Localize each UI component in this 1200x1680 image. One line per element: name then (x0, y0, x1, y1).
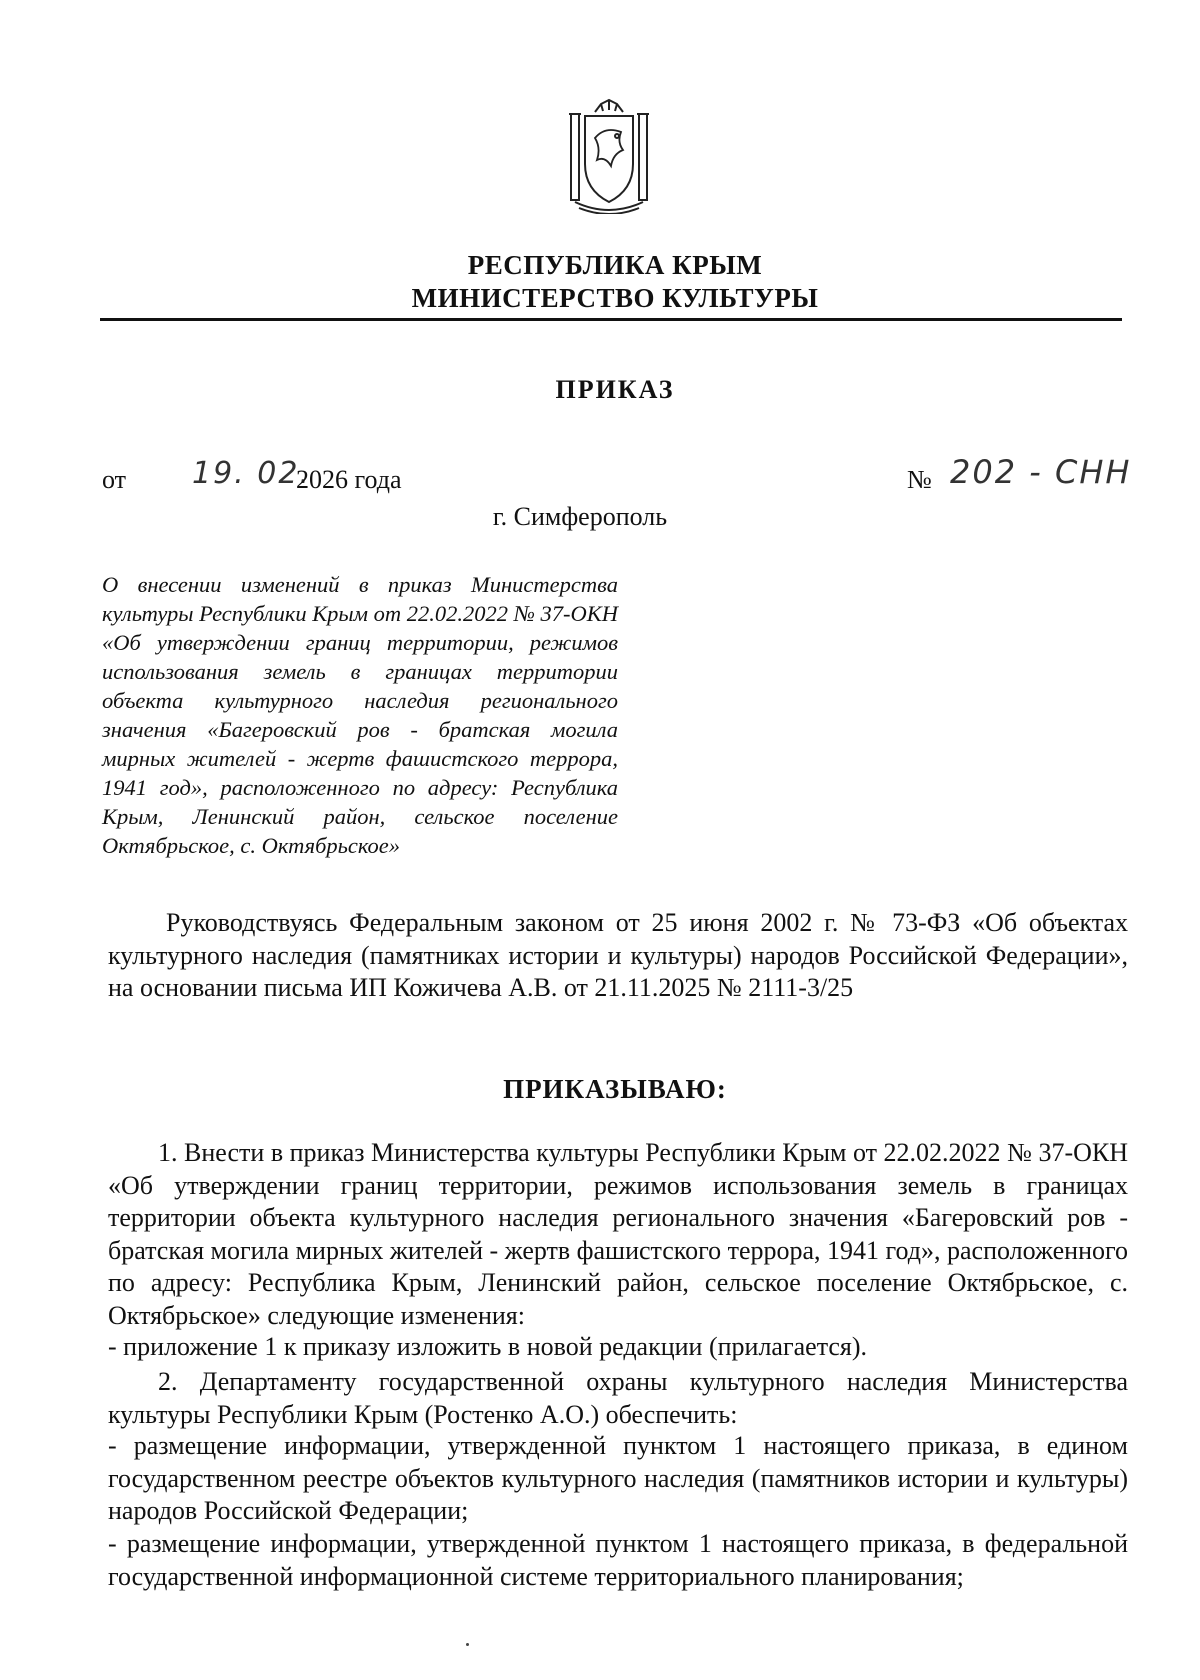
scan-speck (466, 1643, 469, 1646)
order-item-2: 2. Департаменту государственной охраны культурного наследия Министерства культуры Республики Крым (Ростенко А.О.) обеспечить: (108, 1367, 1128, 1429)
ministry-name: МИНИСТЕРСТВО КУЛЬТУРЫ (411, 283, 819, 313)
city: г. Симферополь (492, 502, 668, 531)
date-year: 2026 года (296, 465, 402, 494)
document-title: ПРИКАЗ (555, 375, 675, 404)
header-divider (100, 318, 1122, 321)
number-prefix: № (907, 465, 932, 494)
order-item-2-subitem-b: - размещение информации, утвержденной пунктом 1 настоящего приказа, в федеральной государственной информационной системе территориального планирования; (108, 1529, 1128, 1591)
handwritten-number: 202 - СНН (950, 453, 1132, 491)
handwritten-date: 19. 02. (192, 456, 311, 491)
crimea-coat-of-arms-icon (565, 98, 653, 214)
preamble-paragraph: Руководствуясь Федеральным законом от 25 июня 2002 г. № 73-ФЗ «Об объектах культурного наследия (памятниках истории и культуры) народов Российской Федерации», на основании письма ИП Кожичева А.В. от 21.11.2025 № 2111-3/25 (108, 908, 1128, 1002)
order-item-1: 1. Внести в приказ Министерства культуры Республики Крым от 22.02.2022 № 37-ОКН «Об утверждении границ территории, режимов использования земель в границах территории объекта культурного наследия регионального значения «Багеровский ров - братская могила мирных жителей - жертв фашистского террора, 1941 год», расположенного по адресу: Республика Крым, Ленинский район, сельское поселение Октябрьское, с. Октябрьское» следующие изменения: (108, 1138, 1129, 1330)
order-item-1-subitem: - приложение 1 к приказу изложить в новой редакции (прилагается). (108, 1332, 868, 1361)
order-item-2-subitem-a: - размещение информации, утвержденной пунктом 1 настоящего приказа, в едином государственном реестре объектов культурного наследия (памятников истории и культуры) народов Российской Федерации; (108, 1431, 1128, 1525)
organization-name: РЕСПУБЛИКА КРЫМ (467, 250, 763, 280)
date-prefix: от (102, 465, 127, 494)
order-heading: ПРИКАЗЫВАЮ: (503, 1074, 727, 1104)
order-subject: О внесении изменений в приказ Министерства культуры Республики Крым от 22.02.2022 № 37-ОКН «Об утверждении границ территории, режимов использования земель в границах территории объекта культурного наследия регионального значения «Багеровский ров - братская могила мирных жителей - жертв фашистского террора, 1941 год», расположенного по адресу: Республика Крым, Ленинский район, сельское поселение Октябрьское, с. Октябрьское» (102, 572, 618, 858)
